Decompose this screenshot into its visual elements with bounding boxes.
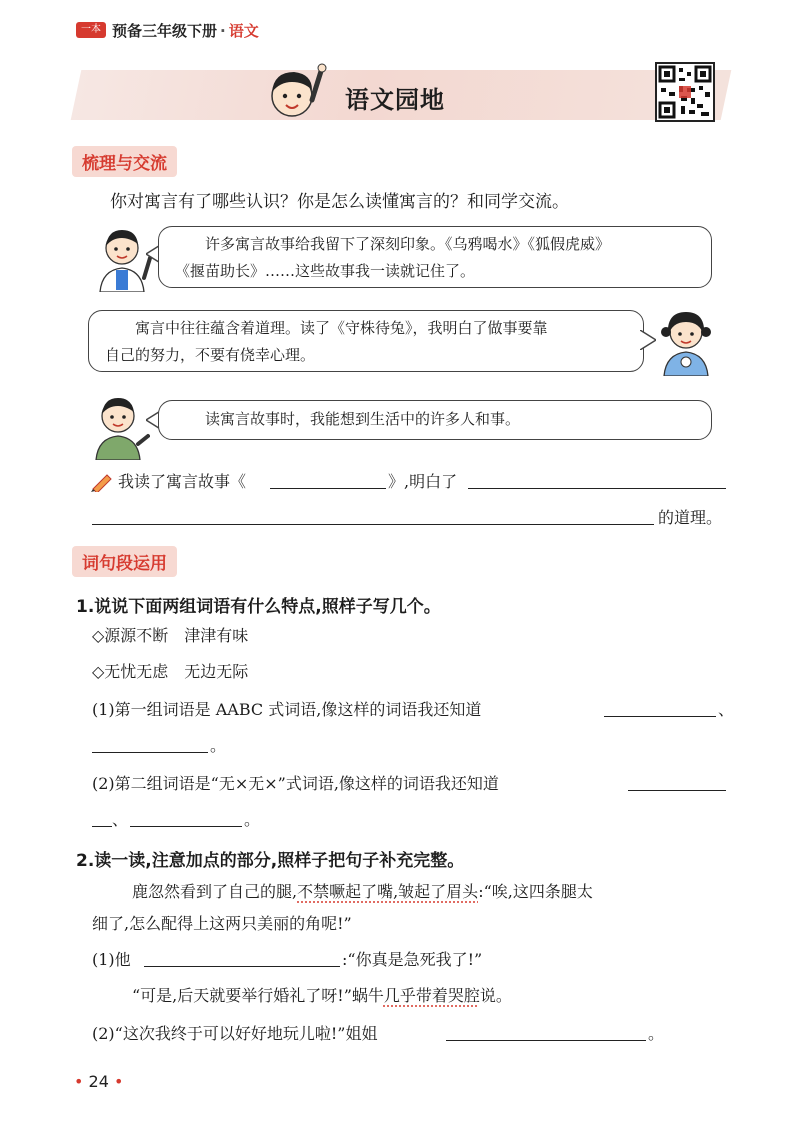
blank-sister-expression[interactable]	[446, 1040, 646, 1041]
blank-lesson-line2[interactable]	[92, 524, 654, 525]
word-group-1: ◇源源不断 津津有味	[92, 626, 249, 645]
q1-sub2-text: (2)第二组词语是“无×无×”式词语,像这样的词语我还知道	[92, 774, 499, 793]
header-title: 预备三年级下册	[112, 22, 218, 40]
pencil-icon	[90, 470, 114, 492]
word-group-2: ◇无忧无虑 无边无际	[92, 662, 249, 681]
q2-sub2-a: (2)“这次我终于可以好好地玩儿啦!”姐姐	[92, 1024, 378, 1043]
blank-he-expression[interactable]	[144, 966, 340, 967]
speech-bubble-3	[158, 400, 712, 440]
blank-lesson-line1[interactable]	[468, 488, 726, 489]
page-number-value: 24	[88, 1072, 109, 1091]
blank-wuxwux-2[interactable]	[130, 826, 242, 827]
publisher-logo: 一本	[76, 22, 106, 38]
bubble2-line1: 寓言中往往蕴含着道理。读了《守株待兔》，我明白了做事要靠	[135, 319, 548, 337]
passage-line1-a: 鹿忽然看到了自己的腿,	[132, 882, 298, 901]
blank-fable-title[interactable]	[270, 488, 386, 489]
blank-aabc-1[interactable]	[604, 716, 716, 717]
snail-line-a: “可是,后天就要举行婚礼了呀!”蜗牛	[132, 986, 384, 1005]
speech-bubble-2	[88, 310, 644, 372]
q2-sub2-end: 。	[648, 1024, 665, 1043]
discussion-question: 你对寓言有了哪些认识？你是怎么读懂寓言的？和同学交流。	[110, 192, 569, 212]
qr-code-icon	[655, 62, 715, 122]
passage-line1	[132, 882, 593, 902]
passage-emphasis-1: 不禁噘起了嘴,皱起了眉头	[297, 882, 479, 901]
fill-sentence-part3: 的道理。	[658, 508, 723, 527]
header-subject: 语文	[228, 22, 259, 40]
passage-line2: 细了,怎么配得上这两只美丽的角呢!”	[92, 914, 352, 933]
question-2-title: 2.读一读,注意加点的部分,照样子把句子补充完整。	[76, 851, 465, 871]
q1-sub1-sep: 、	[718, 700, 735, 719]
banner-title: 语文园地	[345, 86, 445, 114]
bubble1-line2: 《揠苗助长》……这些故事我一读就记住了。	[175, 262, 476, 280]
bubble2-line2: 自己的努力，不要有侥幸心理。	[105, 346, 316, 364]
fill-sentence-part2: 》,明白了	[388, 472, 458, 491]
bubble1-line1: 许多寓言故事给我留下了深刻印象。《乌鸦喝水》《狐假虎威》	[205, 235, 611, 253]
snail-line	[132, 986, 512, 1006]
q1-sub1-text: (1)第一组词语是 AABC 式词语,像这样的词语我还知道	[92, 700, 482, 719]
bubble3-line1: 读寓言故事时，我能想到生活中的许多人和事。	[205, 410, 521, 428]
blank-aabc-2[interactable]	[92, 752, 208, 753]
blank-wuxwux-1[interactable]	[628, 790, 726, 791]
fill-sentence-part1: 我读了寓言故事《	[118, 472, 247, 491]
section-tag-usage: 词句段运用	[72, 546, 177, 577]
speech-bubble-1	[158, 226, 712, 288]
passage-line1-b: :“唉,这四条腿太	[478, 882, 593, 901]
header-dot: ·	[220, 22, 226, 40]
student-boy-icon	[92, 222, 154, 292]
q1-sub2-end: 。	[244, 810, 261, 829]
q1-sub1-end: 。	[210, 736, 227, 755]
blank-wuxwux-1-cont[interactable]	[92, 826, 112, 827]
q2-sub1-b: :“你真是急死我了!”	[342, 950, 483, 969]
student-boy2-icon	[88, 390, 150, 460]
page-number: • 24 •	[74, 1072, 124, 1091]
student-girl-icon	[656, 304, 716, 376]
boy-illustration	[262, 60, 332, 130]
page-header	[112, 20, 259, 41]
q1-sub2-sep: 、	[112, 810, 129, 829]
bubble2-tail	[640, 330, 656, 350]
snail-emphasis: 几乎带着哭腔	[383, 986, 480, 1005]
question-1-title: 1.说说下面两组词语有什么特点,照样子写几个。	[76, 597, 441, 617]
section-tag-review: 梳理与交流	[72, 146, 177, 177]
q2-sub1-a: (1)他	[92, 950, 131, 969]
snail-line-b: 说。	[479, 986, 512, 1005]
